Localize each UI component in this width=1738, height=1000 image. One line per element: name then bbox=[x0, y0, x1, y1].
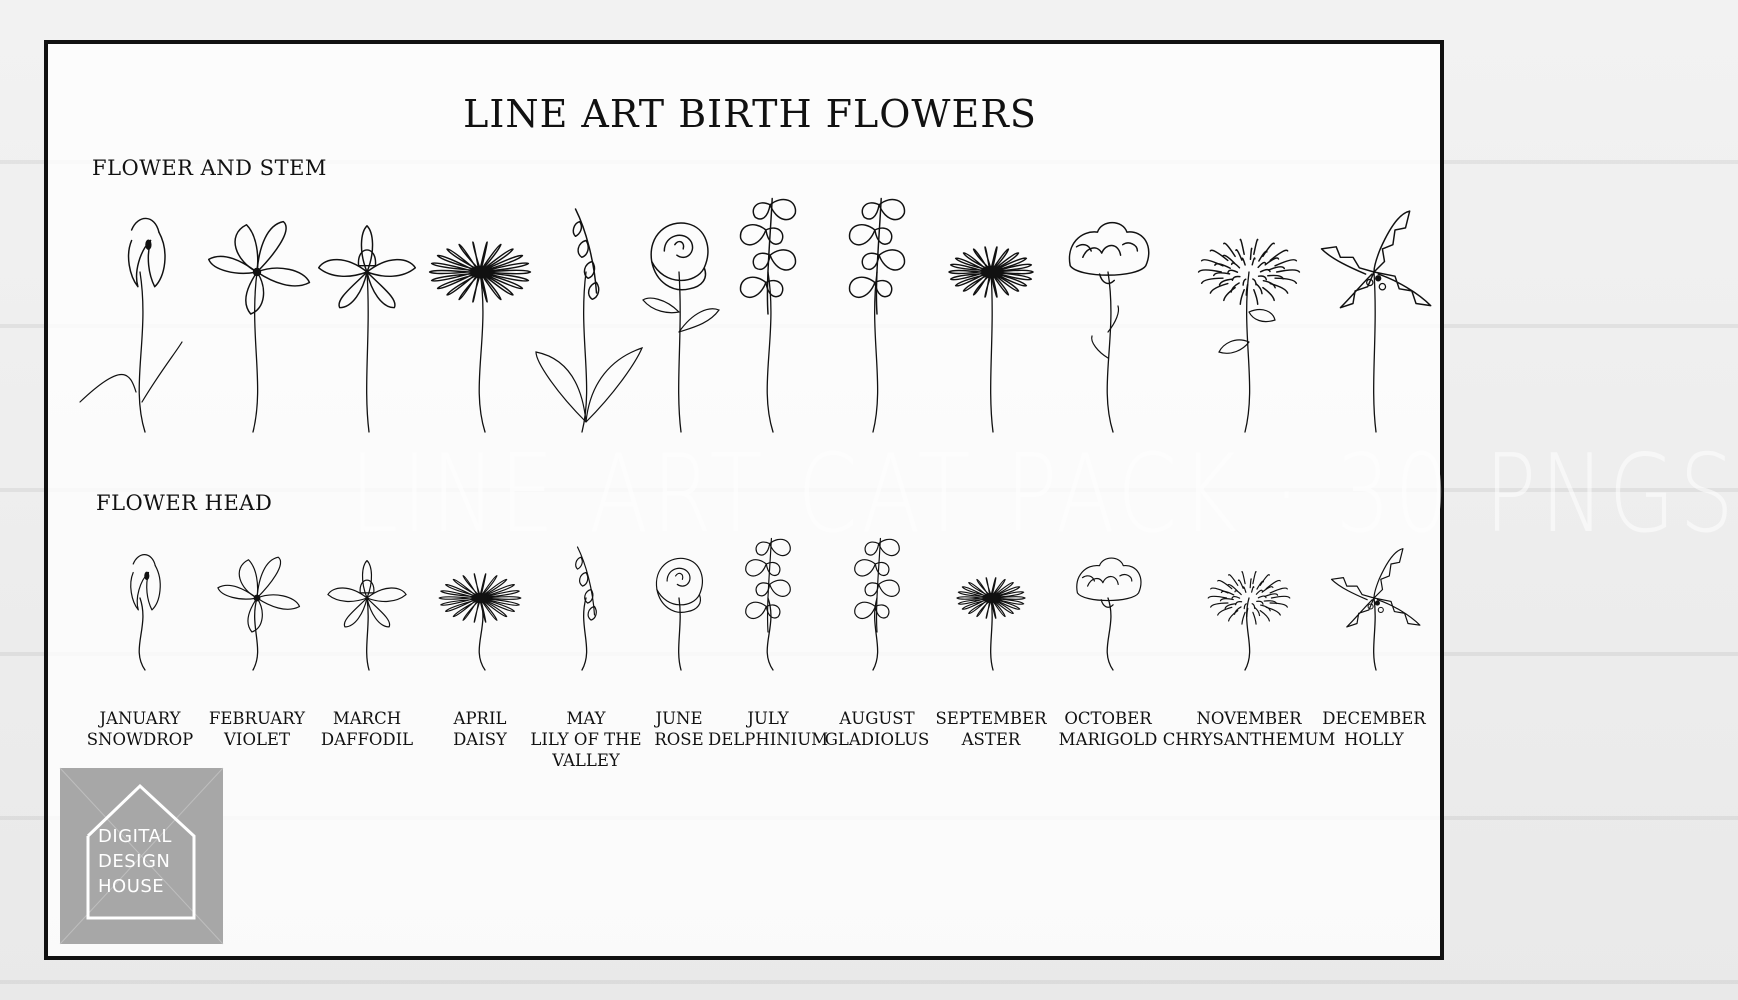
caption-september bbox=[936, 708, 1047, 750]
flower-stem-illustration-chrysanthemum bbox=[1184, 200, 1314, 450]
watermark-text: LINE ART CAT PACK · 30 PNGS bbox=[350, 432, 1738, 557]
caption-november bbox=[1163, 708, 1336, 750]
caption-month: FEBRUARY bbox=[208, 709, 306, 728]
caption-flower-name: SNOWDROP bbox=[86, 730, 194, 749]
digital-design-house-logo bbox=[60, 768, 223, 944]
caption-december bbox=[1322, 708, 1425, 750]
caption-month: NOVEMBER bbox=[1196, 709, 1302, 728]
flower-line-art-icon bbox=[75, 530, 205, 690]
caption-month: APRIL bbox=[453, 709, 507, 728]
caption-flower-name: DELPHINIUM bbox=[708, 730, 828, 749]
flower-line-art-icon bbox=[1184, 530, 1314, 690]
logo-line-1: DIGITAL bbox=[98, 826, 172, 847]
caption-march bbox=[321, 708, 413, 750]
flower-stem-illustration-daffodil bbox=[302, 200, 432, 450]
flower-line-art-icon bbox=[926, 530, 1056, 690]
caption-month: JANUARY bbox=[99, 709, 181, 728]
flower-head-illustration-daffodil bbox=[302, 530, 432, 690]
flower-stem-illustration-holly bbox=[1309, 200, 1439, 450]
caption-month: MARCH bbox=[332, 709, 402, 728]
caption-flower-name: GLADIOLUS bbox=[824, 730, 930, 749]
flower-head-illustration-aster bbox=[926, 530, 1056, 690]
flower-captions bbox=[0, 708, 1500, 778]
flower-line-art-icon bbox=[812, 530, 942, 690]
flower-head-illustration-gladiolus bbox=[812, 530, 942, 690]
flower-line-art-icon bbox=[1309, 530, 1439, 690]
flower-line-art-icon bbox=[302, 530, 432, 690]
caption-flower-name: ROSE bbox=[654, 730, 704, 749]
caption-month: AUGUST bbox=[839, 709, 915, 728]
flower-line-art-icon bbox=[1184, 200, 1314, 450]
flower-stem-illustration-snowdrop bbox=[75, 200, 205, 450]
flower-line-art-icon bbox=[1043, 530, 1173, 690]
logo-line-3: HOUSE bbox=[98, 876, 165, 897]
flower-stem-illustration-gladiolus bbox=[812, 200, 942, 450]
caption-may bbox=[530, 708, 641, 771]
flower-head-illustration-snowdrop bbox=[75, 530, 205, 690]
flower-head-illustration-marigold bbox=[1043, 530, 1173, 690]
caption-month: SEPTEMBER bbox=[935, 709, 1047, 728]
caption-month: MAY bbox=[566, 709, 606, 728]
caption-flower-name: MARIGOLD bbox=[1058, 730, 1158, 749]
caption-august bbox=[825, 708, 930, 750]
flower-and-stem-row bbox=[0, 200, 1500, 450]
caption-june bbox=[654, 708, 703, 750]
caption-flower-name: DAFFODIL bbox=[320, 730, 414, 749]
flower-line-art-icon bbox=[1309, 200, 1439, 450]
flower-head-illustration-holly bbox=[1309, 530, 1439, 690]
caption-flower-name-line-2: VALLEY bbox=[552, 751, 620, 770]
flower-line-art-icon bbox=[812, 200, 942, 450]
caption-month: OCTOBER bbox=[1064, 709, 1152, 728]
section-label-flower-head: FLOWER HEAD bbox=[96, 491, 273, 515]
caption-april bbox=[453, 708, 507, 750]
caption-flower-name: HOLLY bbox=[1344, 730, 1404, 749]
flower-head-illustration-chrysanthemum bbox=[1184, 530, 1314, 690]
flower-stem-illustration-marigold bbox=[1043, 200, 1173, 450]
caption-flower-name: CHRYSANTHEMUM bbox=[1162, 730, 1336, 749]
flower-head-row bbox=[0, 530, 1500, 690]
flower-stem-illustration-aster bbox=[926, 200, 1056, 450]
caption-february bbox=[209, 708, 305, 750]
caption-october bbox=[1059, 708, 1158, 750]
caption-flower-name: ASTER bbox=[961, 730, 1021, 749]
caption-flower-name: DAISY bbox=[453, 730, 507, 749]
caption-flower-name: LILY OF THE bbox=[530, 730, 642, 749]
logo-line-2: DESIGN bbox=[98, 851, 171, 872]
caption-flower-name: VIOLET bbox=[224, 730, 290, 749]
caption-january bbox=[87, 708, 194, 750]
flower-line-art-icon bbox=[302, 200, 432, 450]
caption-month: JUNE bbox=[655, 709, 703, 728]
caption-month: JULY bbox=[747, 709, 789, 728]
flower-line-art-icon bbox=[1043, 200, 1173, 450]
section-label-flower-and-stem: FLOWER AND STEM bbox=[92, 156, 327, 180]
caption-month: DECEMBER bbox=[1322, 709, 1426, 728]
page-title: LINE ART BIRTH FLOWERS bbox=[463, 92, 1037, 136]
flower-line-art-icon bbox=[75, 200, 205, 450]
caption-july bbox=[708, 708, 828, 750]
flower-line-art-icon bbox=[926, 200, 1056, 450]
